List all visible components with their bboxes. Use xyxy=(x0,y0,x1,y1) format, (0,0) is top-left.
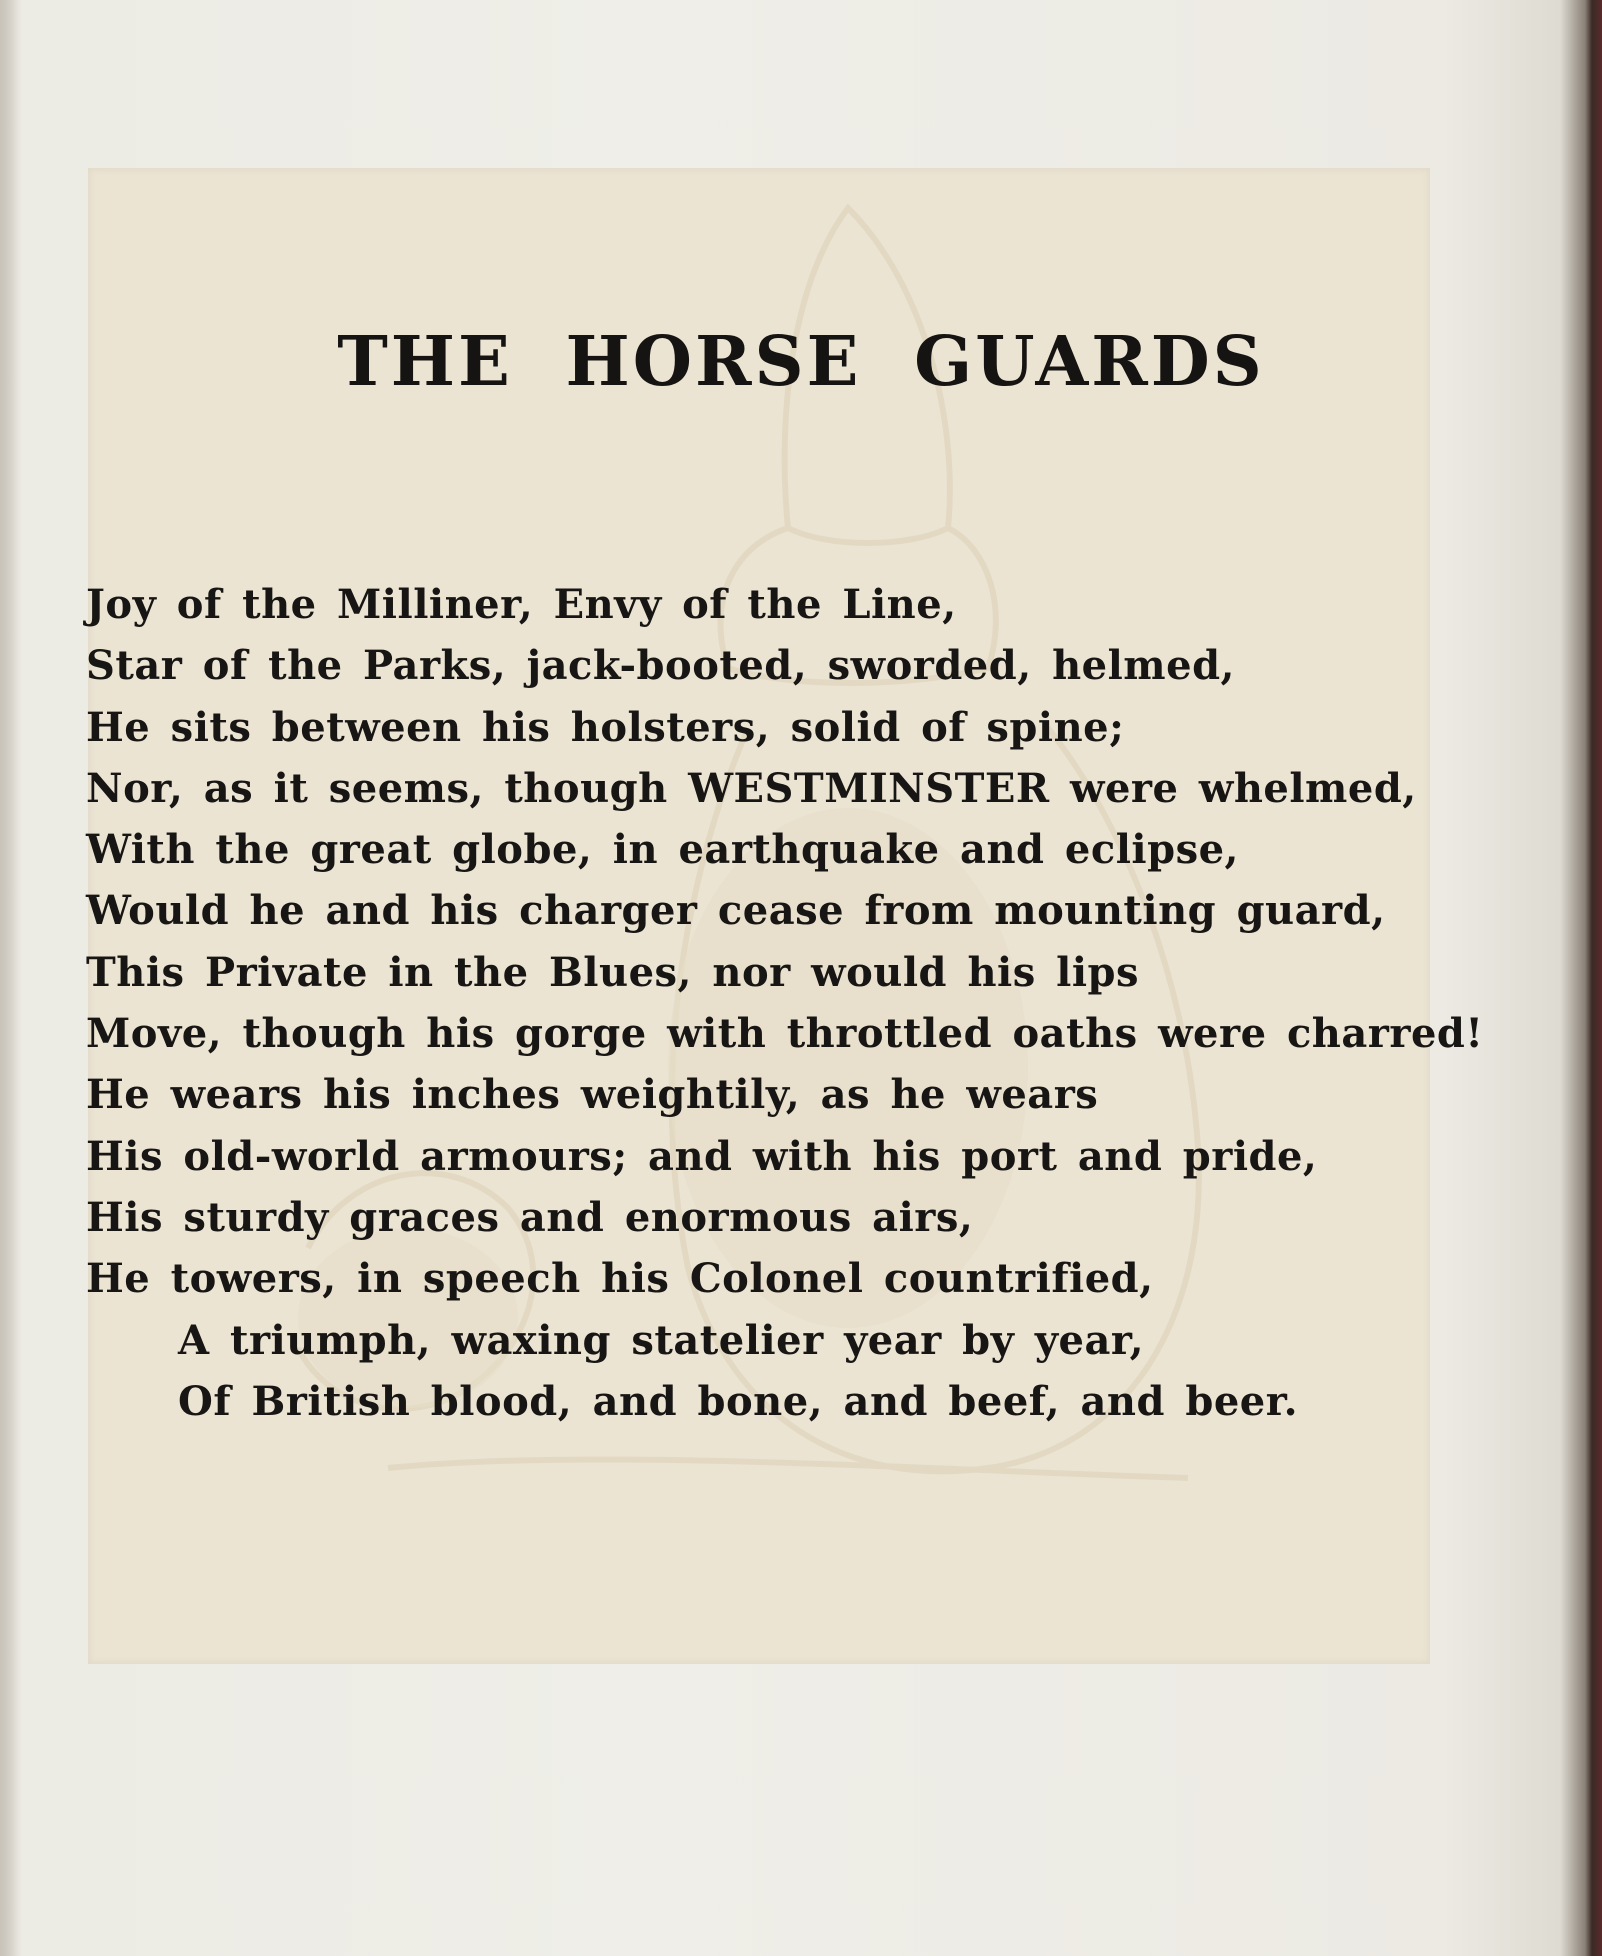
poem-line-indented: Of British blood, and bone, and beef, and beer. xyxy=(178,1377,1299,1425)
poem-line: With the great globe, in earthquake and eclipse, xyxy=(86,826,1239,874)
poem-title: THE HORSE GUARDS xyxy=(337,322,1265,402)
poem-line: His old-world armours; and with his port and pride, xyxy=(86,1132,1318,1180)
poem-line: Nor, as it seems, though WESTMINSTER were whelmed, xyxy=(86,764,1417,812)
poem-line-indented: A triumph, waxing statelier year by year, xyxy=(178,1316,1145,1364)
poem-line: Would he and his charger cease from mounting guard, xyxy=(86,887,1386,935)
poem-line: This Private in the Blues, nor would his lips xyxy=(86,948,1140,996)
poem-line: Move, though his gorge with throttled oaths were charred! xyxy=(86,1010,1484,1058)
poem-line: Joy of the Milliner, Envy of the Line, xyxy=(86,581,957,628)
poem-line: Star of the Parks, jack-booted, sworded, helmed, xyxy=(86,642,1235,690)
poem-body xyxy=(86,574,1484,1432)
poem-line: He wears his inches weightily, as he wears xyxy=(86,1071,1099,1119)
poem-line: He towers, in speech his Colonel countrified, xyxy=(86,1255,1154,1303)
poem-line: His sturdy graces and enormous airs, xyxy=(86,1193,974,1241)
poem-line: He sits between his holsters, solid of spine; xyxy=(86,703,1125,751)
gutter-shadow xyxy=(0,0,22,1956)
